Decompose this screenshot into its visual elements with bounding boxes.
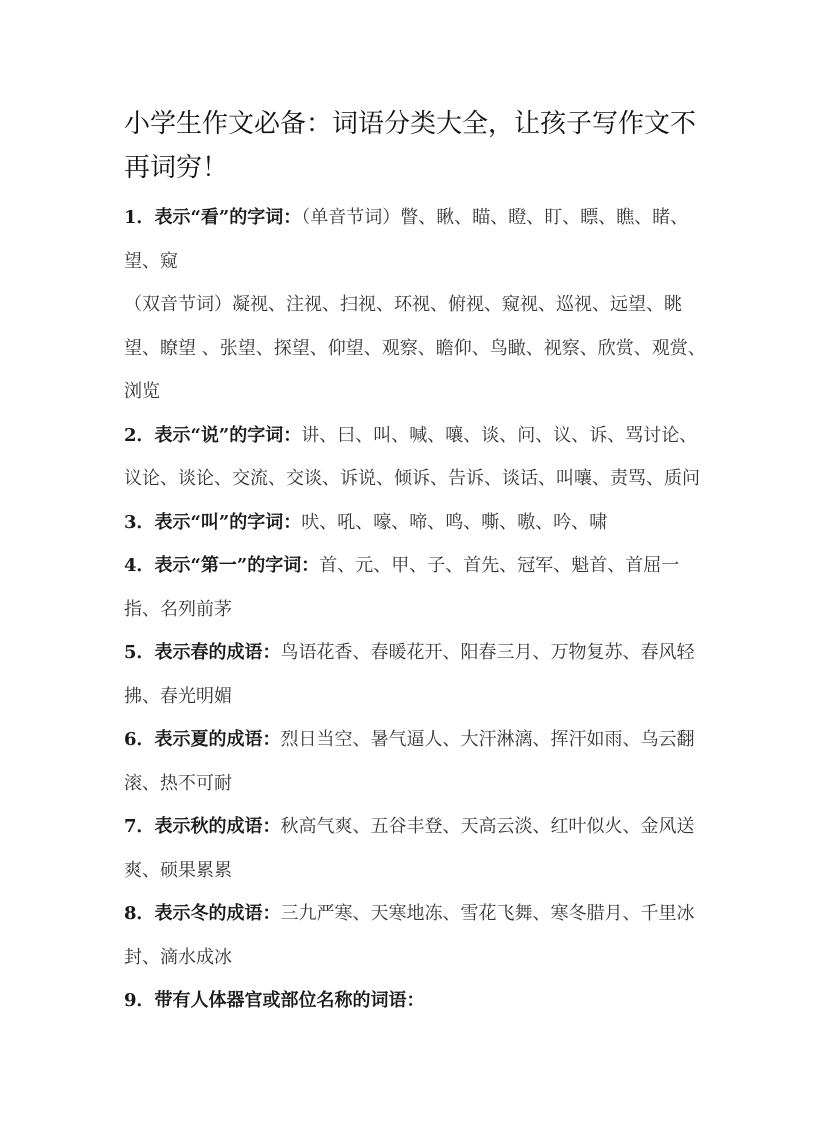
- item-label: 6．表示夏的成语：: [124, 729, 281, 750]
- item-label: 1．表示“看”的字词：: [124, 207, 302, 228]
- list-item: [124, 196, 708, 283]
- item-label: 2．表示“说”的字词：: [124, 424, 302, 446]
- item-label: 9．带有人体器官或部位名称的词语：: [124, 990, 425, 1011]
- item-label: 8．表示冬的成语：: [124, 903, 281, 924]
- document-title: 小学生作文必备：词语分类大全，让孩子写作文不再词穷！: [124, 109, 697, 183]
- item-text: 讲、曰、叫、喊、嚷、谈、问、议、诉、骂讨论、议论、谈论、交流、交谈、诉说、倾诉、告诉、谈话、叫嚷、责骂、质问: [124, 424, 700, 489]
- item-text: 鸟语花香、春暖花开、阳春三月、万物复苏、春风轻拂、春光明媚: [124, 642, 695, 707]
- item-label: 7．表示秋的成语：: [124, 816, 281, 837]
- item-label: 5．表示春的成语：: [124, 642, 281, 663]
- item-label: 4．表示“第一”的字词：: [124, 555, 320, 576]
- list-item: [124, 501, 708, 545]
- list-item: [124, 805, 708, 892]
- list-item: [124, 892, 708, 979]
- item-text: （双音节词）凝视、注视、扫视、环视、俯视、窥视、巡视、远望、眺望、瞭望 、张望、探望、仰望、观察、瞻仰、鸟瞰、视察、欣赏、观赏、浏览: [124, 294, 706, 402]
- item-text: （单音节词）瞥、瞅、瞄、瞪、盯、瞟、瞧、睹、望、窥: [124, 207, 689, 272]
- list-item: [124, 414, 708, 501]
- list-item: [124, 544, 708, 631]
- item-text: 吠、吼、嚎、啼、鸣、嘶、嗷、吟、啸: [301, 511, 608, 533]
- item-text: 烈日当空、暑气逼人、大汗淋漓、挥汗如雨、乌云翻滚、热不可耐: [124, 729, 695, 794]
- item-label: 3．表示“叫”的字词：: [124, 511, 302, 533]
- item-text: 三九严寒、天寒地冻、雪花飞舞、寒冬腊月、千里冰封、滴水成冰: [124, 903, 695, 968]
- list-item: [124, 631, 708, 718]
- document-page: [124, 102, 708, 1023]
- list-item: [124, 718, 708, 805]
- item-text: 秋高气爽、五谷丰登、天高云淡、红叶似火、金风送爽、硕果累累: [124, 816, 695, 881]
- list-item: [124, 979, 708, 1023]
- item-text: 首、元、甲、子、首先、冠军、魁首、首屈一指、名列前茅: [124, 555, 680, 620]
- list-item: [124, 283, 708, 414]
